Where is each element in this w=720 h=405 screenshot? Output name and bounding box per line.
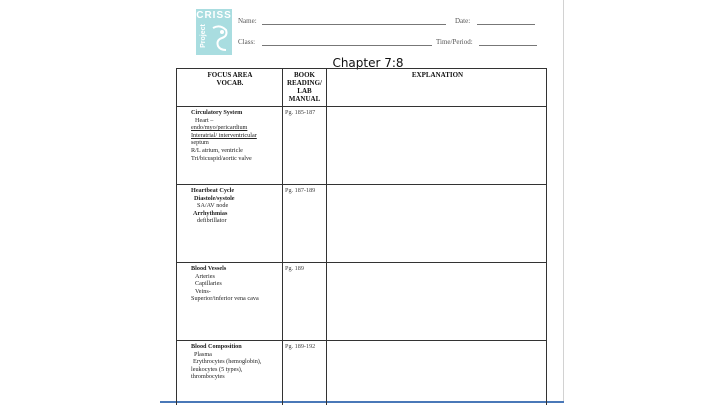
- vocab-line: Heart –: [195, 116, 214, 124]
- vocab-line: defibrillator: [197, 217, 227, 225]
- vocab-line: R/L atrium, ventricle: [191, 146, 243, 154]
- header-book-line: MANUAL: [288, 95, 321, 103]
- vocab-topic: Heartbeat Cycle: [191, 187, 235, 194]
- pages-cell: Pg. 185-187: [285, 109, 316, 116]
- date-label: Date:: [455, 17, 471, 25]
- class-label: Class:: [238, 38, 256, 46]
- vocab-line: Tri/bicuspid/aortic valve: [191, 154, 252, 162]
- header-explanation: EXPLANATION: [411, 71, 464, 79]
- vocab-cell: [191, 343, 283, 381]
- vocab-line: septum: [191, 139, 209, 147]
- pages-cell: Pg. 189: [285, 265, 304, 272]
- row-divider: [176, 184, 547, 185]
- class-field[interactable]: [262, 45, 432, 46]
- vocab-topic: Blood Composition: [191, 343, 242, 350]
- vocab-line: leukocytes (5 types),: [191, 365, 243, 373]
- pages-cell: Pg. 189-192: [285, 343, 316, 350]
- header-book-line: BOOK: [293, 71, 315, 79]
- vocab-cell: [191, 187, 283, 225]
- vocab-cell: [191, 109, 283, 162]
- date-field[interactable]: [477, 24, 535, 25]
- criss-logo: [196, 9, 232, 55]
- vocab-line: Plasma: [194, 350, 212, 358]
- pages-cell: Pg. 187-189: [285, 187, 316, 194]
- logo-top-text: CRISS: [196, 9, 232, 21]
- vocab-cell: [191, 265, 283, 303]
- vocab-line: Arrhythmias: [193, 209, 228, 217]
- header-book-line: READING/: [286, 79, 322, 87]
- vocab-topic: Blood Vessels: [191, 265, 227, 272]
- header-book-reading: [283, 71, 326, 103]
- row-divider: [176, 262, 547, 263]
- logo-side-text: Project: [200, 24, 207, 48]
- vocab-line: SA/AV node: [197, 202, 229, 210]
- vocab-line: Erythrocytes (hemoglobin),: [193, 358, 262, 366]
- vocab-line: thrombocytes: [191, 373, 225, 381]
- vocab-line: Superior/inferior vena cava: [191, 295, 259, 303]
- column-divider: [326, 68, 327, 405]
- name-field[interactable]: [262, 24, 446, 25]
- header-vocab-line: FOCUS AREA: [207, 71, 253, 79]
- time-period-field[interactable]: [479, 45, 537, 46]
- logo-figure-icon: [210, 24, 230, 52]
- time-period-label: Time/Period:: [436, 38, 473, 46]
- header-book-line: LAB: [297, 87, 312, 95]
- header-vocab-line: VOCAB.: [216, 79, 244, 87]
- vocab-line: Veins-: [195, 287, 211, 295]
- row-divider: [176, 106, 547, 107]
- vocab-topic: Circulatory System: [191, 109, 243, 116]
- name-label: Name:: [238, 17, 257, 25]
- vocab-line: Arteries: [195, 272, 215, 280]
- chapter-title: Chapter 7:8: [332, 56, 404, 70]
- vocab-line: Capillaries: [195, 280, 222, 288]
- vocab-line: Diastole/systole: [194, 194, 235, 202]
- row-divider: [176, 340, 547, 341]
- vocab-line: Interatrial/ interventricular: [191, 131, 257, 139]
- vocab-line: endo/myo/pericardium: [191, 124, 248, 132]
- header-focus-vocab: [190, 71, 270, 87]
- page-edge: [563, 0, 564, 402]
